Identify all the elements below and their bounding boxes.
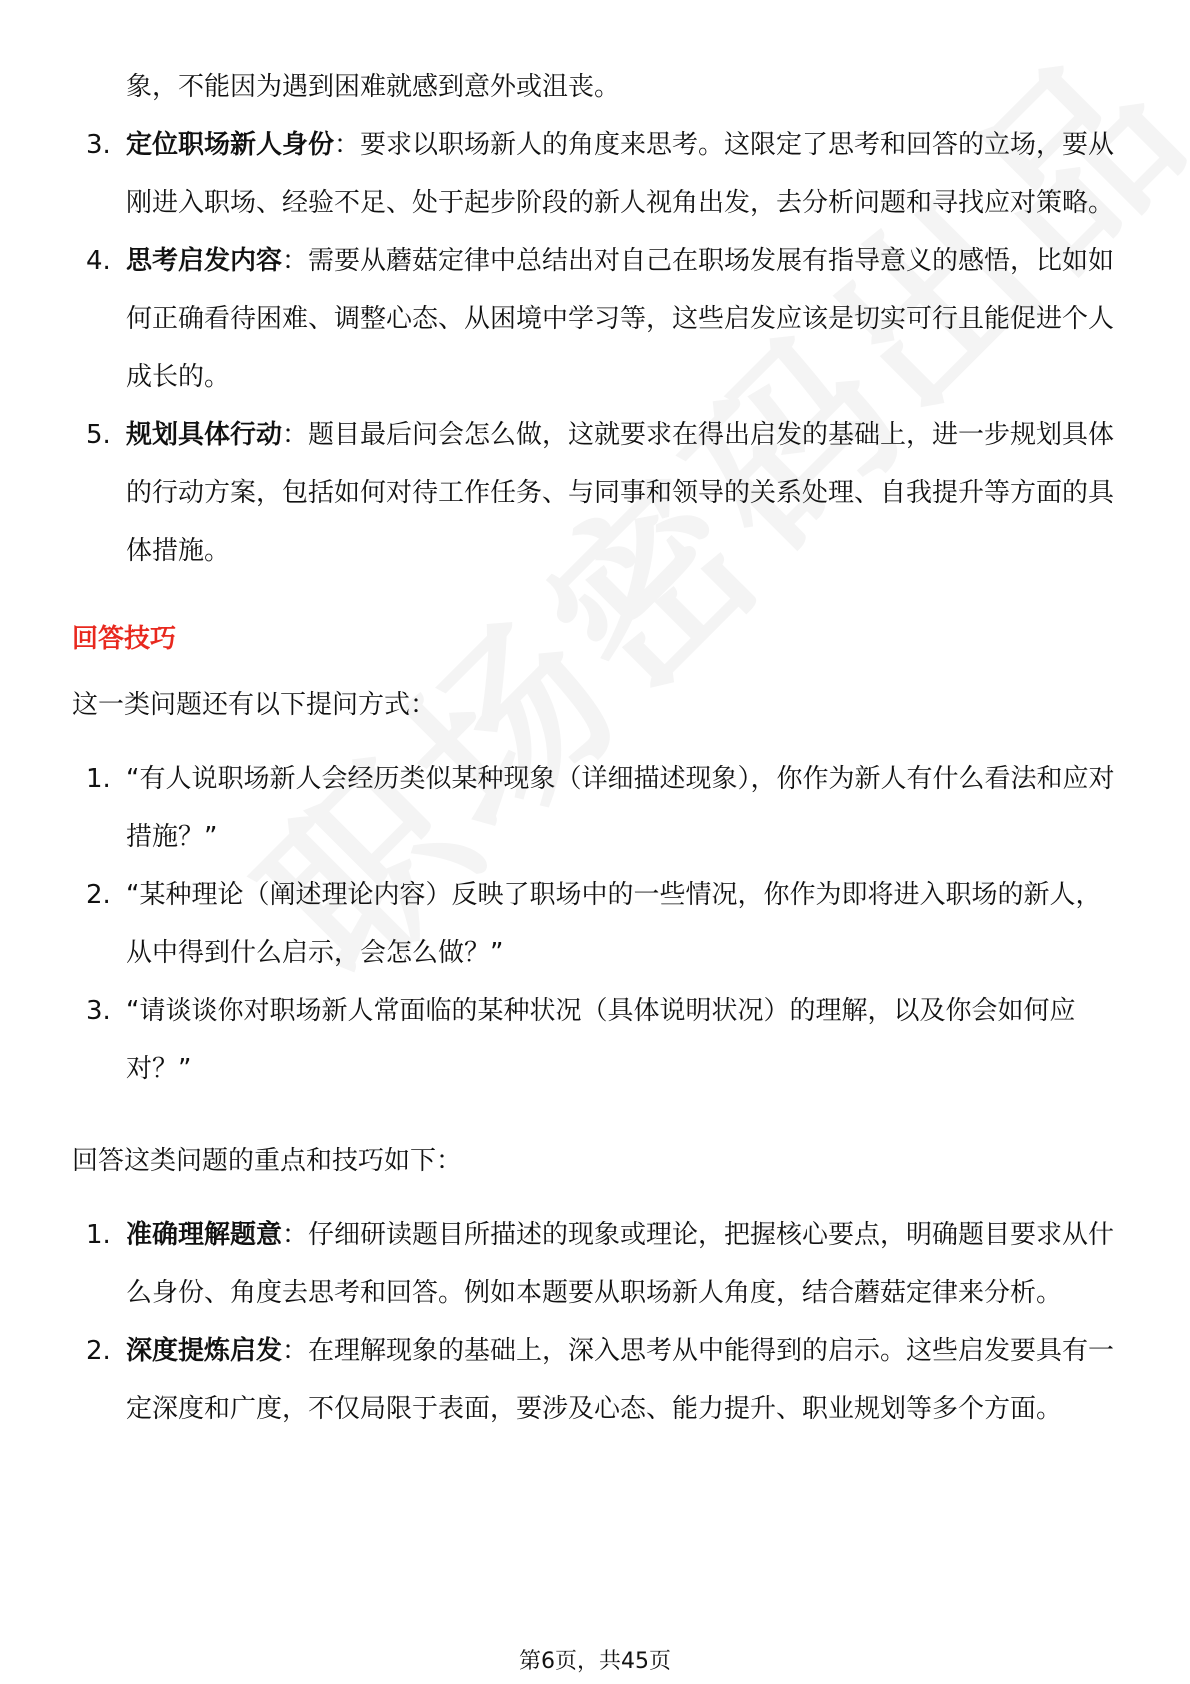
list-item <box>72 116 1122 232</box>
list-item <box>72 406 1122 580</box>
item-text: 在理解现象的基础上，深入思考从中能得到的启示。这些启发要具有一定深度和广度，不仅局限于表面，要涉及心态、能力提升、职业规划等多个方面。 <box>126 1336 1115 1424</box>
item-term: 规划具体行动 <box>126 420 283 450</box>
item-separator: ： <box>282 1336 309 1366</box>
item-text: 题目最后问会怎么做，这就要求在得出启发的基础上，进一步规划具体的行动方案，包括如何对待工作任务、与同事和领导的关系处理、自我提升等方面的具体措施。 <box>126 420 1115 566</box>
list-item <box>72 232 1122 406</box>
item-number: 5. <box>86 420 111 450</box>
item-text: “某种理论（阐述理论内容）反映了职场中的一些情况，你作为即将进入职场的新人，从中得到什么启示，会怎么做？” <box>126 880 1102 968</box>
item-text: “有人说职场新人会经历类似某种现象（详细描述现象），你作为新人有什么看法和应对措施？” <box>126 764 1115 852</box>
item-number: 4. <box>86 246 111 276</box>
item-separator: ： <box>334 130 361 160</box>
section-heading: 回答技巧 <box>72 624 177 654</box>
item-number: 2. <box>86 880 111 910</box>
page-content <box>72 58 1122 1438</box>
page-number-footer: 第6页，共45页 <box>519 1649 671 1674</box>
intro-paragraph: 这一类问题还有以下提问方式： <box>72 690 437 720</box>
item-separator: ： <box>282 420 309 450</box>
item-number: 2. <box>86 1336 111 1366</box>
item-text: “请谈谈你对职场新人常面临的某种状况（具体说明状况）的理解，以及你会如何应对？” <box>126 996 1076 1084</box>
list-item <box>72 982 1122 1098</box>
list-item <box>72 1322 1122 1438</box>
continuation-text: 象，不能因为遇到困难就感到意外或沮丧。 <box>126 72 621 102</box>
item-text: 要求以职场新人的角度来思考。这限定了思考和回答的立场，要从刚进入职场、经验不足、处于起步阶段的新人视角出发，去分析问题和寻找应对策略。 <box>126 130 1115 218</box>
item-number: 3. <box>86 130 111 160</box>
list-item <box>72 866 1122 982</box>
list-item <box>72 750 1122 866</box>
item-number: 1. <box>86 764 111 794</box>
item-term: 思考启发内容 <box>126 246 283 276</box>
analysis-list <box>72 116 1122 580</box>
item-term: 准确理解题意 <box>126 1220 283 1250</box>
question-variants-list <box>72 750 1122 1098</box>
item-term: 定位职场新人身份 <box>126 130 335 160</box>
item-number: 3. <box>86 996 111 1026</box>
item-term: 深度提炼启发 <box>126 1336 283 1366</box>
item-text: 需要从蘑菇定律中总结出对自己在职场发展有指导意义的感悟，比如如何正确看待困难、调整心态、从困境中学习等，这些启发应该是切实可行且能促进个人成长的。 <box>126 246 1115 392</box>
item-text: 仔细研读题目所描述的现象或理论，把握核心要点，明确题目要求从什么身份、角度去思考和回答。例如本题要从职场新人角度，结合蘑菇定律来分析。 <box>126 1220 1115 1308</box>
tips-list <box>72 1206 1122 1438</box>
item-number: 1. <box>86 1220 111 1250</box>
item-separator: ： <box>282 1220 309 1250</box>
item-separator: ： <box>282 246 309 276</box>
list-item <box>72 1206 1122 1322</box>
tips-intro-paragraph: 回答这类问题的重点和技巧如下： <box>72 1146 463 1176</box>
